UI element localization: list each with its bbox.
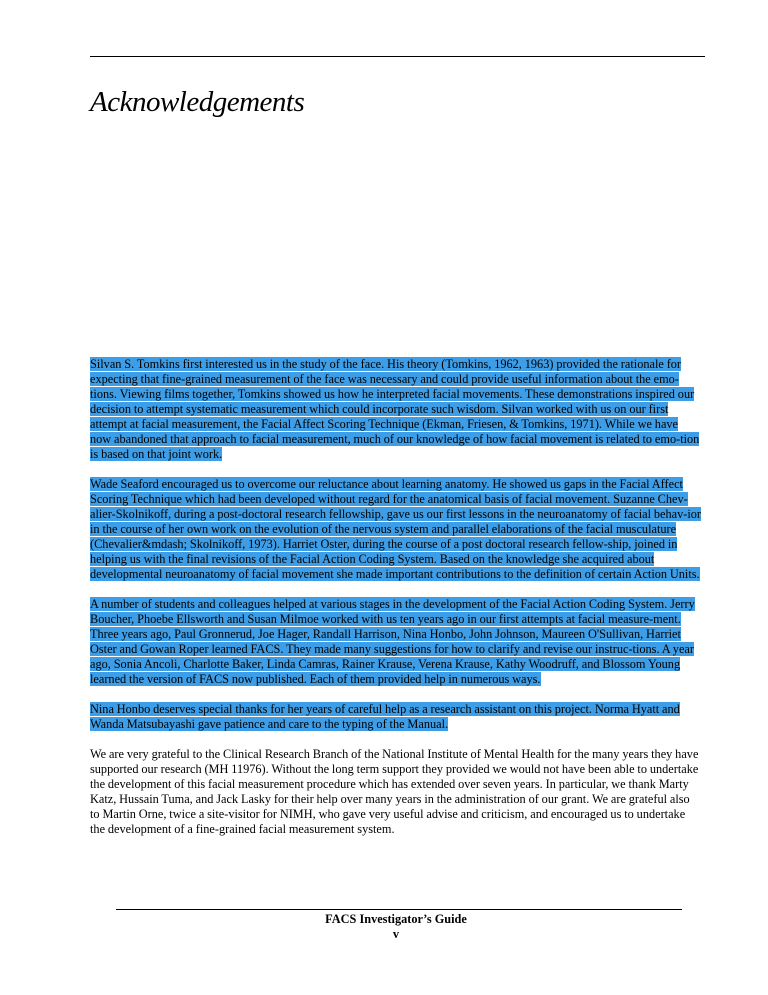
paragraph-nimh[interactable] <box>90 747 702 837</box>
selected-text[interactable]: Silvan S. Tomkins first interested us in the study of the face. His theory (Tomkins, 1962, 1963) provided the rationale for expecting that fine-grained measurement of the face was necessary and could provide useful information about the emo-tions. Viewing films together, Tomkins showed us how he interpreted facial movements. These demonstrations inspired our decision to attempt systematic measurement which could incorporate such wisdom. Silvan worked with us on our first attempt at facial measurement, the Facial Affect Scoring Technique (Ekman, Friesen, & Tomkins, 1971). While we have now abandoned that approach to facial measurement, much of our knowledge of how facial movement is related to emo-tion is based on that joint work. <box>90 357 700 461</box>
selected-text[interactable]: Nina Honbo deserves special thanks for her years of careful help as a research assistant on this project. Norma Hyatt and Wanda Matsubayashi gave patience and care to the typing of the Manual. <box>90 702 680 731</box>
paragraph-text[interactable]: We are very grateful to the Clinical Research Branch of the National Institute of Mental Health for the many years they have supported our research (MH 11976). Without the long term support they provided we would not have been able to undertake the development of this facial measurement procedure which has extended over seven years. In particular, we thank Marty Katz, Hussain Tuma, and Jack Lasky for their help over many years in the administration of our grant. We are grateful also to Martin Orne, twice a site-visitor for NIMH, who gave very useful advise and criticism, and encouraged us to undertake the development of a fine-grained facial measurement system. <box>90 747 699 836</box>
footer-title: FACS Investigator’s Guide <box>325 912 467 926</box>
header-rule <box>90 56 705 57</box>
selected-text[interactable]: Wade Seaford encouraged us to overcome our reluctance about learning anatomy. He showed us gaps in the Facial Affect Scoring Technique which had been developed without regard for the anatomical basis of facial movement. Suzanne Chev-alier-Skolnikoff, during a post-doctoral research fellowship, gave us our first lessons in the neuroanatomy of facial behav-ior in the course of her own work on the evolution of the nervous system and parallel elaborations of the facial musculature (Chevalier&mdash; Skolnikoff, 1973). Harriet Oster, during the course of a post doctoral research fellow-ship, joined in helping us with the final revisions of the Facial Action Coding System. Based on the knowledge she acquired about developmental neuroanatomy of facial movement she made important contributions to the definition of certain Action Units. <box>90 477 701 581</box>
acknowledgements-body <box>90 357 702 837</box>
paragraph-tomkins[interactable] <box>90 357 702 462</box>
footer-rule <box>116 909 682 910</box>
page-title: Acknowledgements <box>90 86 305 118</box>
paragraph-seaford[interactable] <box>90 477 702 582</box>
page-number: v <box>392 927 400 941</box>
paragraph-honbo[interactable] <box>90 702 702 732</box>
selected-text[interactable]: A number of students and colleagues helped at various stages in the development of the Facial Action Coding System. Jerry Boucher, Phoebe Ellsworth and Susan Milmoe worked with us ten years ago in our first attempts at facial measure-ment. Three years ago, Paul Gronnerud, Joe Hager, Randall Harrison, Nina Honbo, John Johnson, Maureen O'Sullivan, Harriet Oster and Gowan Roper learned FACS. They made many suggestions for how to clarify and revise our instruc-tions. A year ago, Sonia Ancoli, Charlotte Baker, Linda Camras, Rainer Krause, Verena Krause, Kathy Woodruff, and Blossom Young learned the version of FACS now published. Each of them provided help in numerous ways. <box>90 597 695 686</box>
paragraph-colleagues[interactable] <box>90 597 702 687</box>
